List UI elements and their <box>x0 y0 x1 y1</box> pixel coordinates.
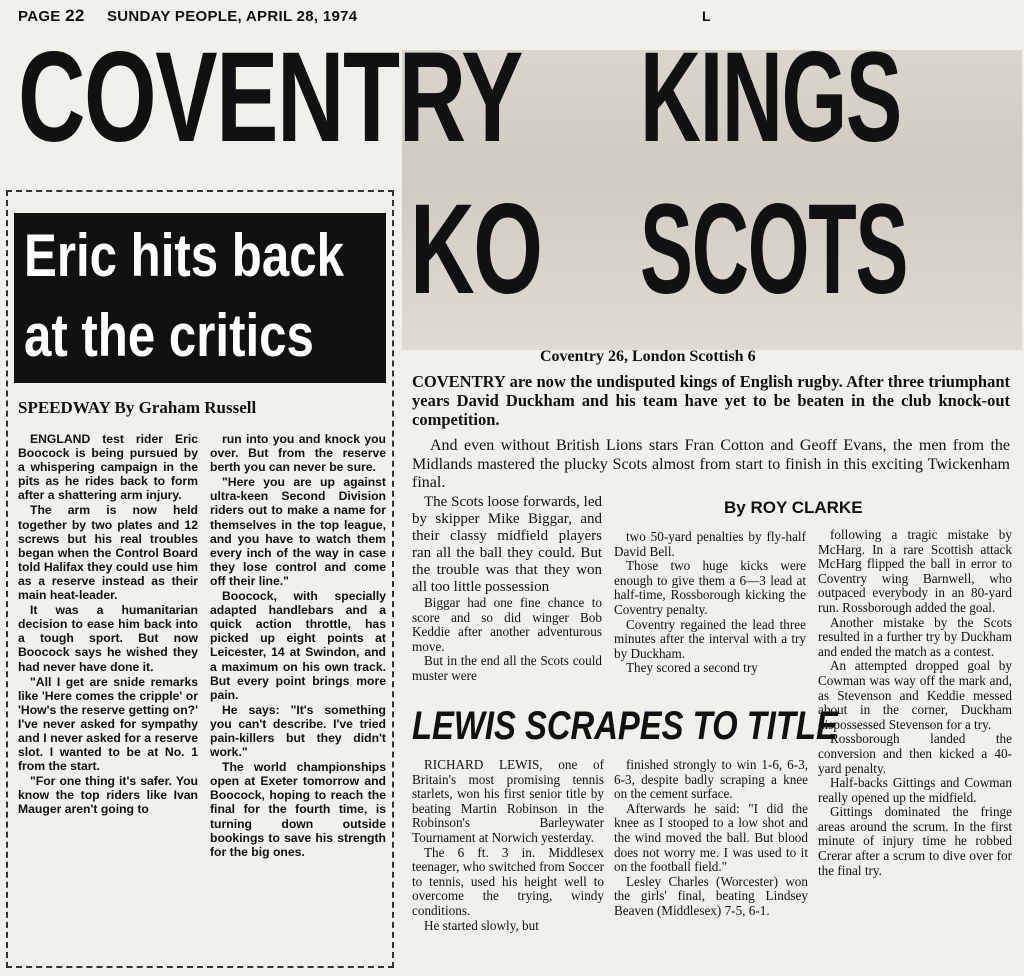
masthead <box>18 6 357 26</box>
paragraph: The world championships open at Exeter tomorrow and Boocock, hoping to reach the final for the fourth time, is turning down outside bookings to save his strength for the big ones. <box>210 760 386 859</box>
paragraph: Coventry regained the lead three minutes after the interval with a try by Duckham. <box>614 616 806 661</box>
paragraph: The Scots loose forwards, led by skipper Mike Biggar, and their classy midfield players ran all the ball they could. But the trouble was that they won all too little possession <box>412 494 602 595</box>
paragraph: They scored a second try <box>626 660 758 676</box>
paragraph: The 6 ft. 3 in. Middlesex teenager, who switched from Soccer to tennis, used his height well to overcome the trying, windy conditions. <box>412 844 604 918</box>
tennis-column-2 <box>614 758 808 972</box>
headline-word-coventry: COVENTRY <box>18 26 523 169</box>
headline-word-kings: KINGS <box>640 26 901 169</box>
page-number: 22 <box>65 6 85 25</box>
speedway-column-2 <box>210 432 386 952</box>
rugby-column-2 <box>614 530 806 705</box>
headline-word-ko: KO <box>410 178 542 321</box>
paragraph: The arm is now held together by two plates and 12 screws but his real troubles began when the Control Board told Halifax they could use him as a reserve instead as their main heat-leader. <box>18 503 198 603</box>
score-line: Coventry 26, London Scottish 6 <box>540 348 756 365</box>
paragraph: Those two huge kicks were enough to give them a 6—3 lead at half-time, Rossborough kicking the Coventry penalty. <box>614 558 806 617</box>
headline-word-scots: SCOTS <box>640 178 908 321</box>
speedway-byline: SPEEDWAY By Graham Russell <box>18 398 257 417</box>
paragraph: following a tragic mistake by McHarg. In a rare Scottish attack McHarg flipped the ball in error to Coventry wing Barnwell, who outpaced everybody in an 80-yard run. Rossborough added the goal. <box>818 528 1012 615</box>
paragraph: ENGLAND test rider Eric Boocock is being pursued by a whispering campaign in the pits as he rides back to form after a shattering arm injury. <box>18 432 198 503</box>
paragraph: It was a humanitarian decision to ease him back into a tough sport. But now Boocock says he wished they had never have done it. <box>18 603 198 674</box>
paragraph: "Here you are up against ultra-keen Second Division riders out to make a name for themselves in the top league, and you have to watch them every inch of the way in case they lose control and come off their line." <box>210 475 386 588</box>
paragraph: Boocock, with specially adapted handlebars and a quick action throttle, has picked up eight points at Leicester, 14 at Swindon, and a maximum on his own track. But every point brings more pain. <box>210 589 386 702</box>
paragraph: finished strongly to win 1-6, 6-3, 6-3, despite badly scraping a knee on the cement surface. <box>614 758 808 802</box>
paragraph: RICHARD LEWIS, one of Britain's most promising tennis starlets, won his first senior title by beating Martin Robinson in the Robinson's Barleywater Tournament at Norwich yesterday. <box>412 758 604 845</box>
paragraph: two 50-yard penalties by fly-half David Bell. <box>614 530 806 559</box>
paragraph: Afterwards he said: "I did the knee as I stooped to a low shot and the wind moved the ball. But blood does not worry me. I was used to it on the football field." <box>614 800 808 875</box>
paragraph: He says: "It's something you can't describe. I've tried pain-killers but they didn't work." <box>210 702 386 760</box>
tennis-headline: LEWIS SCRAPES TO TITLE <box>412 704 838 748</box>
paragraph: Lesley Charles (Worcester) won the girls' final, beating Lindsey Beaven (Middlesex) 7-5, 6-1. <box>614 873 808 918</box>
paragraph: Another mistake by the Scots resulted in a further try by Duckham and ended the match as a contest. <box>818 614 1012 659</box>
paragraph: An attempted dropped goal by Cowman was way off the mark and, as Stevenson and Keddie messed about in the corner, Duckham dispossessed Stevenson for a try. <box>818 658 1012 732</box>
rugby-column-1 <box>412 494 602 699</box>
paragraph: "All I get are snide remarks like 'Here comes the cripple' or 'How's the reserve getting on?' I've never asked for sympathy and I never asked for a reserve slot. I wanted to be at No. 1 from the start. <box>18 674 198 774</box>
paragraph: Half-backs Gittings and Cowman really opened up the midfield. <box>818 775 1012 805</box>
paragraph: Gittings dominated the fringe areas around the scrum. In the first minute of injury time he robbed Crerar after a scrum to dive over for the final try. <box>818 804 1012 878</box>
rugby-column-3 <box>818 528 1012 972</box>
rugby-byline: By ROY CLARKE <box>724 498 863 517</box>
speedway-headline-line2: at the critics <box>24 302 314 369</box>
paragraph: Biggar had one fine chance to score and so did winger Bob Keddie after another adventurous move. <box>412 595 602 654</box>
paragraph: He started slowly, but <box>424 917 539 933</box>
paragraph: "For one thing it's safer. You know the top riders like Ivan Mauger aren't going to <box>18 774 198 817</box>
speedway-headline-line1: Eric hits back <box>24 222 344 289</box>
paper-dateline: SUNDAY PEOPLE, APRIL 28, 1974 <box>106 8 358 25</box>
paragraph: But in the end all the Scots could muster were <box>412 653 602 683</box>
tennis-column-1 <box>412 758 604 972</box>
corner-mark: L <box>702 8 711 24</box>
page-label: PAGE <box>18 8 61 25</box>
paragraph: Rossborough landed the conversion and then kicked a 40-yard penalty. <box>818 731 1012 776</box>
speedway-column-1 <box>18 432 198 972</box>
rugby-intro: COVENTRY are now the undisputed kings of English rugby. After three triumphant years David Duckham and his team have yet to be beaten in the club knock-out competition. <box>412 372 1010 429</box>
paragraph: run into you and knock you over. But from the reserve berth you can never be sure. <box>210 432 386 475</box>
rugby-intro-2: And even without British Lions stars Fran Cotton and Geoff Evans, the men from the Midlands mastered the plucky Scots almost from start to finish in this exciting Twickenham final. <box>412 437 1010 491</box>
